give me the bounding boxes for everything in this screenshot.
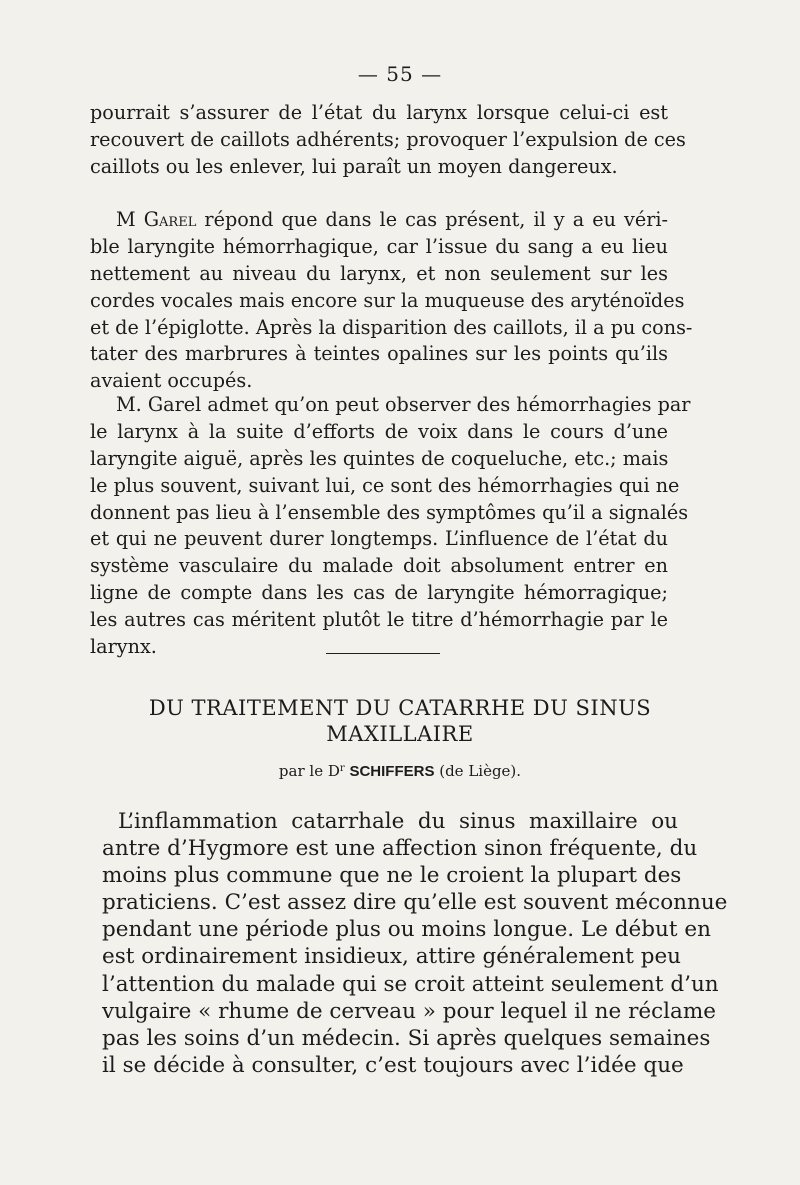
text-line: M. Garel admet qu’on peut observer des hémorrhagies par (116, 393, 691, 416)
paragraph-continuation (90, 100, 686, 181)
text-line: ble laryngite hémorrhagique, car l’issue du sang a eu lieu (90, 234, 668, 258)
paragraph-garel-reply (90, 207, 693, 395)
text-line (90, 207, 668, 234)
text-line: il se décide à consulter, c’est toujours avec l’idée que (102, 1052, 684, 1078)
text-line: caillots ou les enlever, lui paraît un moyen dangereux. (90, 154, 618, 178)
text-line: antre d’Hygmore est une affection sinon fréquente, du (102, 836, 698, 862)
text-line: l’attention du malade qui se croit atteint seulement d’un (102, 971, 719, 997)
byline-author: SCHIFFERS (349, 763, 435, 780)
speaker-prefix: M (116, 208, 144, 231)
text-line: avaient occupés. (90, 369, 253, 393)
text-line: donnent pas lieu à l’ensemble des symptômes qu’il a signalés (90, 500, 689, 524)
text-line: praticiens. C’est assez dire qu’elle est souvent méconnue (102, 890, 728, 916)
text-line: vulgaire « rhume de cerveau » pour lequel il ne réclame (102, 998, 716, 1024)
text-line: laryngite aiguë, après les quintes de coqueluche, etc.; mais (90, 446, 669, 470)
byline-suffix: (de Liège). (434, 762, 522, 780)
speaker-name: Garel (143, 208, 197, 231)
text-line: les autres cas méritent plutôt le titre d’hémorrhagie par le (90, 608, 668, 632)
text-line: moins plus commune que ne le croient la plupart des (102, 863, 682, 889)
text-line: pourrait s’assurer de l’état du larynx lorsque celui-ci est (90, 101, 668, 124)
article-title-line-2: MAXILLAIRE (326, 722, 474, 746)
text-line: nettement au niveau du larynx, et non seulement sur les (90, 261, 668, 285)
section-divider (326, 653, 440, 654)
article-title-line-1: DU TRAITEMENT DU CATARRHE DU SINUS (148, 696, 652, 720)
text-line: et de l’épiglotte. Après la disparition des caillots, il a pu cons- (90, 315, 693, 339)
article-byline (0, 762, 800, 780)
text-line: pas les soins d’un médecin. Si après quelques semaines (102, 1025, 711, 1051)
text-line: pendant une période plus ou moins longue. Le début en (102, 917, 711, 943)
byline-sup: r (339, 763, 345, 774)
paragraph-garel-admits (90, 392, 691, 661)
text-line: tater des marbrures à teintes opalines sur les points qu’ils (90, 342, 668, 366)
text-line: le plus souvent, suivant lui, ce sont des hémorrhagies qui ne (90, 473, 680, 497)
text-line: recouvert de caillots adhérents; provoquer l’expulsion de ces (90, 127, 686, 151)
text-line: le larynx à la suite d’efforts de voix dans le cours d’une (90, 419, 668, 443)
text-line: cordes vocales mais encore sur la muqueuse des aryténoïdes (90, 288, 685, 312)
paragraph-article-body (102, 808, 728, 1079)
text-line: ligne de compte dans les cas de laryngite hémorragique; (90, 581, 668, 605)
text-line: et qui ne peuvent durer longtemps. L’influence de l’état du (90, 527, 668, 551)
text-line: larynx. (90, 635, 157, 659)
text-line: L’inflammation catarrhale du sinus maxillaire ou (118, 809, 678, 834)
speaker-line-rest: répond que dans le cas présent, il y a eu véri- (196, 208, 668, 231)
text-line: système vasculaire du malade doit absolument entrer en (90, 554, 668, 578)
page-number: — 55 — (357, 62, 443, 86)
byline-prefix: par le D (278, 762, 340, 780)
text-line: est ordinairement insidieux, attire généralement peu (102, 944, 682, 970)
